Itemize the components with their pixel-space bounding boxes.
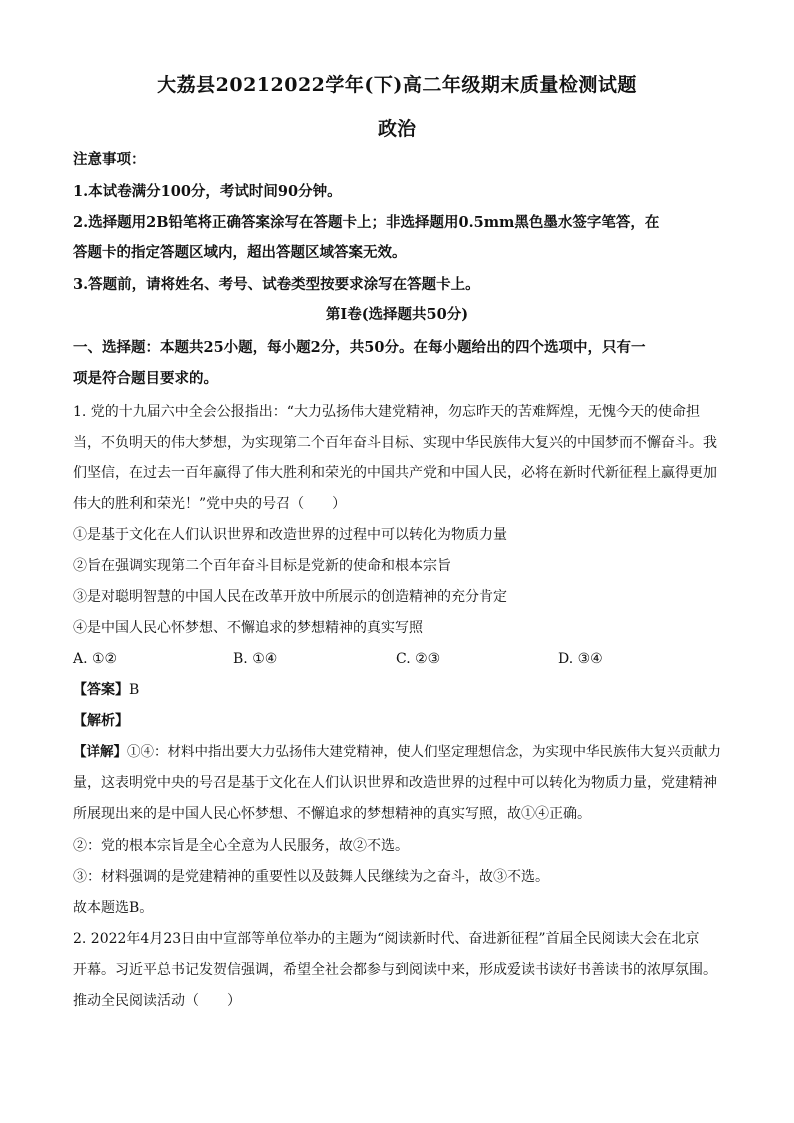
- detail-line: [73, 742, 723, 762]
- section-title: 第Ⅰ卷(选择题共50分): [325, 306, 469, 323]
- answer-tag: 【答案】: [73, 682, 129, 698]
- detail-tag: 【详解】: [73, 744, 127, 760]
- conclusion-text: 故本题选B。: [73, 900, 154, 916]
- analysis-line: [73, 711, 723, 731]
- question-1-statement: ②旨在强调实现第二个百年奋斗目标是党新的使命和根本宗旨: [73, 558, 451, 574]
- answer-line: [73, 680, 723, 700]
- question-1-text: 伟大的胜利和荣光！”党中央的号召（ ）: [73, 496, 347, 512]
- notice-item: 答题卡的指定答题区域内，超出答题区域答案无效。: [73, 244, 407, 261]
- question-1-text: 当，不负明天的伟大梦想，为实现第二个百年奋斗目标、实现中华民族伟大复兴的中国梦而不懈奋斗。我: [73, 435, 717, 451]
- answer-value: B: [129, 682, 140, 698]
- question-2-text: 开幕。习近平总书记发贺信强调，希望全社会都参与到阅读中来，形成爱读书读好书善读书的浓厚氛围。: [73, 962, 717, 978]
- question-1-option-c: C. ②③: [396, 651, 441, 667]
- question-1-text: 们坚信，在过去一百年赢得了伟大胜利和荣光的中国共产党和中国人民，必将在新时代新征程上赢得更加: [73, 465, 717, 481]
- rebuttal-text: ②：党的根本宗旨是全心全意为人民服务，故②不选。: [73, 838, 409, 854]
- exam-title: 大荔县20212022学年(下)高二年级期末质量检测试题: [157, 74, 637, 96]
- notice-item: 2.选择题用2B铅笔将正确答案涂写在答题卡上；非选择题用0.5mm黑色墨水签字笔答，在: [73, 214, 660, 231]
- question-2-text: 2. 2022年4月23日由中宣部等单位举办的主题为“阅读新时代、奋进新征程”首届全民阅读大会在北京: [73, 931, 700, 947]
- question-1-statement: ④是中国人民心怀梦想、不懈追求的梦想精神的真实写照: [73, 620, 423, 636]
- section-instruction: 项是符合题目要求的。: [73, 370, 218, 387]
- notice-item: 1.本试卷满分100分，考试时间90分钟。: [73, 183, 342, 200]
- question-1-statement: ①是基于文化在人们认识世界和改造世界的过程中可以转化为物质力量: [73, 527, 507, 543]
- question-2-text: 推动全民阅读活动（ ）: [73, 993, 241, 1009]
- detail-text: 所展现出来的是中国人民心怀梦想、不懈追求的梦想精神的真实写照，故①④正确。: [73, 806, 591, 822]
- analysis-tag: 【解析】: [73, 713, 129, 729]
- section-instruction: 一、选择题：本题共25小题，每小题2分，共50分。在每小题给出的四个选项中，只有一: [73, 339, 646, 356]
- detail-text: 量，这表明党中央的号召是基于文化在人们认识世界和改造世界的过程中可以转化为物质力量，党建精神: [73, 775, 717, 791]
- question-1-statement: ③是对聪明智慧的中国人民在改革开放中所展示的创造精神的充分肯定: [73, 589, 507, 605]
- notice-heading: 注意事项：: [73, 151, 146, 168]
- detail-text: ①④：材料中指出要大力弘扬伟大建党精神，使人们坚定理想信念，为实现中华民族伟大复兴贡献力: [127, 744, 721, 760]
- question-1-option-d: D. ③④: [558, 651, 603, 667]
- notice-item: 3.答题前，请将姓名、考号、试卷类型按要求涂写在答题卡上。: [73, 276, 480, 293]
- exam-subject: 政治: [377, 118, 416, 140]
- rebuttal-text: ③：材料强调的是党建精神的重要性以及鼓舞人民继续为之奋斗，故③不选。: [73, 869, 549, 885]
- question-1-option-b: B. ①④: [233, 651, 278, 667]
- question-1-text: 1. 党的十九届六中全会公报指出：“大力弘扬伟大建党精神，勿忘昨天的苦难辉煌，无愧今天的使命担: [73, 404, 700, 420]
- question-1-option-a: A. ①②: [73, 651, 118, 667]
